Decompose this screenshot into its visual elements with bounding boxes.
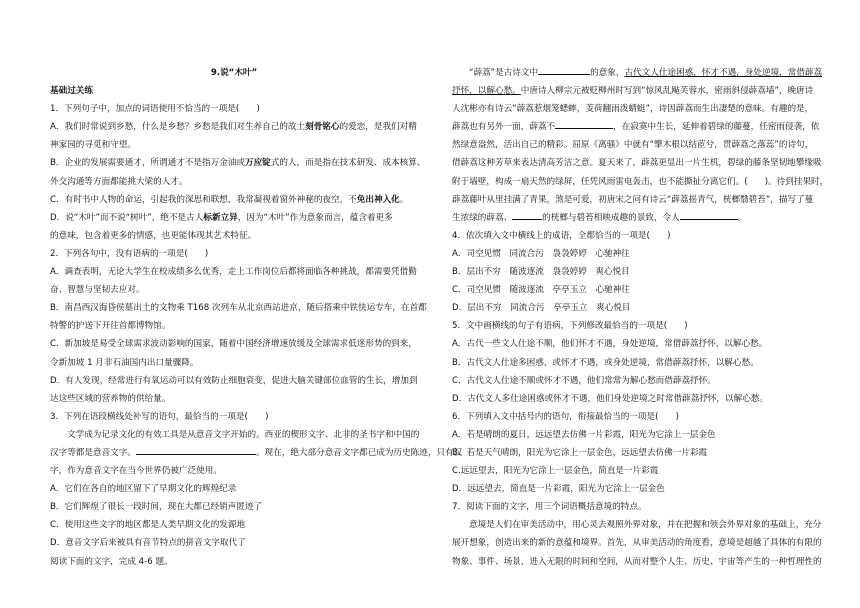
- question-1: 1．下列句子中，加点的词语使用不恰当的一项是( ): [50, 104, 260, 115]
- right-column: [452, 64, 829, 571]
- q5-option-a: A．古代一些文人仕途不顺，他们怀才不遇，身处逆境，常借薜荔抒怀，以解心愁。: [452, 339, 768, 350]
- q2-option-c: C．新加坡是易受全球需求波动影响的国家，随着中国经济增速放缓及全球需求低迷形势的到来，: [50, 339, 417, 350]
- q4-option-b: B．层出不穷 随波逐流 袅袅婷婷 爽心悦目: [452, 267, 630, 278]
- q2-option-a: A．调查表明，无论大学生在校成绩多么优秀，走上工作岗位后都将面临各种挑战，都需要凭借勤: [50, 267, 417, 278]
- question-7: 7．阅读下面的文字，用三个词语概括意境的特点。: [452, 502, 647, 513]
- q3-passage-line-1: 文学成为记录文化的有效工具是从意音文字开始的。西亚的楔形文字、北非的圣书字和中国的: [67, 429, 420, 440]
- q1-option-a-cont: 神家园的寻觅和守望。: [50, 140, 136, 151]
- q3-option-a: A．它们在各自的地区留下了早期文化的辉煌纪录: [50, 484, 237, 495]
- emphasized-word: 万应锭: [244, 158, 271, 169]
- q3-option-c: C．使用这些文字的地区都是人类早期文化的发源地: [50, 520, 246, 531]
- q2-option-b: B．南昌西汉海昏侯墓出土的文物乘 T168 次列车从北京西站进京，随后搭乘中铁快运专车，在首都: [50, 303, 427, 314]
- emphasized-word: 免出神入化: [356, 194, 400, 205]
- q5-option-b: B．古代文人仕途多困惑，或怀才不遇，或身处逆境，常借薜荔抒怀，以解心愁。: [452, 357, 759, 368]
- q4-option-d: D．层出不穷 同流合污 亭亭玉立 爽心悦目: [452, 303, 631, 314]
- fill-blank: [136, 444, 256, 455]
- q1-option-a: A．我们时常说到乡愁，什么是乡愁？乡愁是我们对生养自己的故土刻骨铭心的爱恋，是我们对精: [50, 122, 417, 133]
- q1-option-c: C．有时书中人物的命运，引起我的深思和联想，我常凝视着窗外神秘的夜空，不免出神入化。: [50, 194, 409, 205]
- q1-option-d: D．说“木叶”而不说“树叶”，绝不是古人标新立异，因为“木叶”作为意象而言，蕴含着更多: [50, 212, 393, 223]
- q7-passage-line-2: 展开想象，创造出来的新的意蕴和境界。首先，从审美活动的角度看，意境是超越了具体的有限的: [452, 538, 822, 549]
- q5-option-d: D．古代文人多仕途困惑或怀才不遇，他们身处逆境之时常借薜荔抒怀，以解心愁。: [452, 393, 768, 404]
- q5-option-c: C．古代文人仕途不顺或怀才不遇，他们常常为解心愁而借薜荔抒怀。: [452, 375, 716, 386]
- q3-passage-line-3: 字，作为意音文字在当今世界仍被广泛使用。: [50, 466, 222, 477]
- left-column: [50, 64, 463, 571]
- q2-option-c-cont: 令新加坡 1 月非石油国内出口量骤降。: [50, 357, 199, 368]
- question-3: 3．下列在语段横线处补写的语句，最恰当的一项是( ): [50, 411, 269, 422]
- q7-passage-line-1: 意境是人们在审美活动中，用心灵去观照外界对象，并在把握和领会外界对象的基础上，充分: [469, 520, 822, 531]
- emphasized-word: 刻骨铭心: [305, 122, 340, 133]
- passage-line-3: 人沈彬亦有诗云“薜荔惹烟笼蟋蟀，芰荷翻雨泼蜻蜓”，诗因薜荔而生出凄楚的意味。有趣的是，: [452, 104, 814, 115]
- underlined-sentence: 古代文人仕途困惑，怀才不遇，身处逆境，常借薜荔: [624, 68, 823, 78]
- q4-option-a: A．司空见惯 同流合污 袅袅婷婷 心驰神往: [452, 248, 630, 259]
- q2-option-b-cont: 特警的护送下开往首都博物馆。: [50, 321, 171, 332]
- q6-option-c: C.远远望去，阳光为它涂上一层金色，简直是一片彩霞: [452, 466, 659, 477]
- passage-line-2: 抒怀，以解心愁。中唐诗人柳宗元被贬柳州时写到“惊风乱飐芙蓉水，密雨斜侵薜荔墙”，晚唐诗: [452, 86, 814, 97]
- passage-line-7: 附于墙壁，构成一扇天然的绿屏，任凭风雨雷电轰击，也不能撕扯分离它们。( )。待到挂果时，: [452, 176, 829, 187]
- q6-option-a: A．若是晴朗的夏日，远远望去仿佛一片彩霞，阳光为它涂上一层金色: [452, 429, 716, 440]
- q2-option-d: D．有人发现，经常进行有氧运动可以有效防止细胞衰变，促进大脑关键部位血管的生长，增加到: [50, 375, 418, 386]
- q3-passage-line-2: 汉字等都是意音文字。 。现在，绝大部分意音文字都已成为历史陈迹，只有汉: [50, 444, 418, 462]
- fill-blank: [512, 209, 542, 220]
- q1-option-d-cont: 的意味，包含着更多的情感，也更能体现其艺术特征。: [50, 230, 257, 241]
- passage-line-9: 生浓绿的薜荔、 的桄榔与碧苔相映成趣的景致，令人 。: [452, 209, 812, 227]
- q3-option-b: B．它们辉煌了很长一段时间，现在大都已经销声匿迹了: [50, 502, 263, 513]
- fill-blank: [538, 64, 590, 75]
- passage-line-5: 然绿意盎然，活出自己的精彩。屈原《离骚》中就有“擥木根以结茝兮，贯薜荔之落蕊”的诗句，: [452, 140, 814, 151]
- underlined-sentence: 抒怀，以解心愁。: [452, 86, 521, 97]
- question-6: 6．下列填入文中括号内的语句，衔接最恰当的一项是( ): [452, 411, 680, 422]
- fill-blank: [555, 118, 613, 129]
- q7-passage-line-3: 物象、事件、场景，进入无限的时间和空间，从而对整个人生、历史、宇宙等产生的一种哲理性的: [452, 556, 822, 567]
- passage-line-8: 薜荔藤叶从里挂满了青果，煞是可爱，初唐宋之问有诗云“薜荔摇青气，桄榔翳碧苔”，描写了蔓: [452, 194, 814, 205]
- passage-line-1: “薜荔”是古诗文中 的意象，古代文人仕途困惑，怀才不遇，身处逆境，常借薜荔: [452, 64, 812, 82]
- passage-line-6: 借薜荔这种芳草来表达清高芳洁之意。夏天来了，薜荔更显出一片生机，碧绿的藤条坚韧地攀缘吸: [452, 158, 822, 169]
- question-2: 2．下列各句中，没有语病的一项是( ): [50, 248, 209, 259]
- reading-instruction: 阅读下面的文字，完成 4-6 题。: [50, 556, 173, 567]
- emphasized-word: 标新立异: [203, 212, 238, 223]
- q1-option-b-cont: 外交沟通等方面都能挑大梁的人才。: [50, 176, 188, 187]
- q3-option-d: D．意音文字后来被具有音节特点的拼音文字取代了: [50, 538, 246, 549]
- question-5: 5．文中画横线的句子有语病，下列修改最恰当的一项是( ): [452, 321, 688, 332]
- q6-option-b: B．若是天气晴朗，阳光为它涂上一层金色，远远望去仿佛一片彩霞: [452, 447, 708, 458]
- q2-option-a-cont: 奋、智慧与坚韧去应对。: [50, 285, 145, 296]
- passage-line-4: 薜荔也有另外一面，薜荔不 ，在寂寞中生长，延伸着碧绿的藤蔓，任密雨侵袭，依: [452, 118, 812, 136]
- question-4: 4．依次填入文中横线上的成语，全都恰当的一项是( ): [452, 230, 671, 241]
- q4-option-c: C．司空见惯 随波逐流 亭亭玉立 心驰神往: [452, 285, 630, 296]
- section-heading: 基础过关练: [50, 86, 93, 97]
- fill-blank: [680, 209, 738, 220]
- q1-option-b: B．企业的发展需要通才，所谓通才不是指万金油或万应锭式的人，而是指在技术研发、成本核算、: [50, 158, 426, 169]
- q6-option-d: D．远远望去，简直是一片彩霞，阳光为它涂上一层金色: [452, 484, 665, 495]
- q2-option-d-cont: 达这些区域的营养物的供给量。: [50, 393, 171, 404]
- lesson-title: 9.说“木叶”: [210, 68, 258, 78]
